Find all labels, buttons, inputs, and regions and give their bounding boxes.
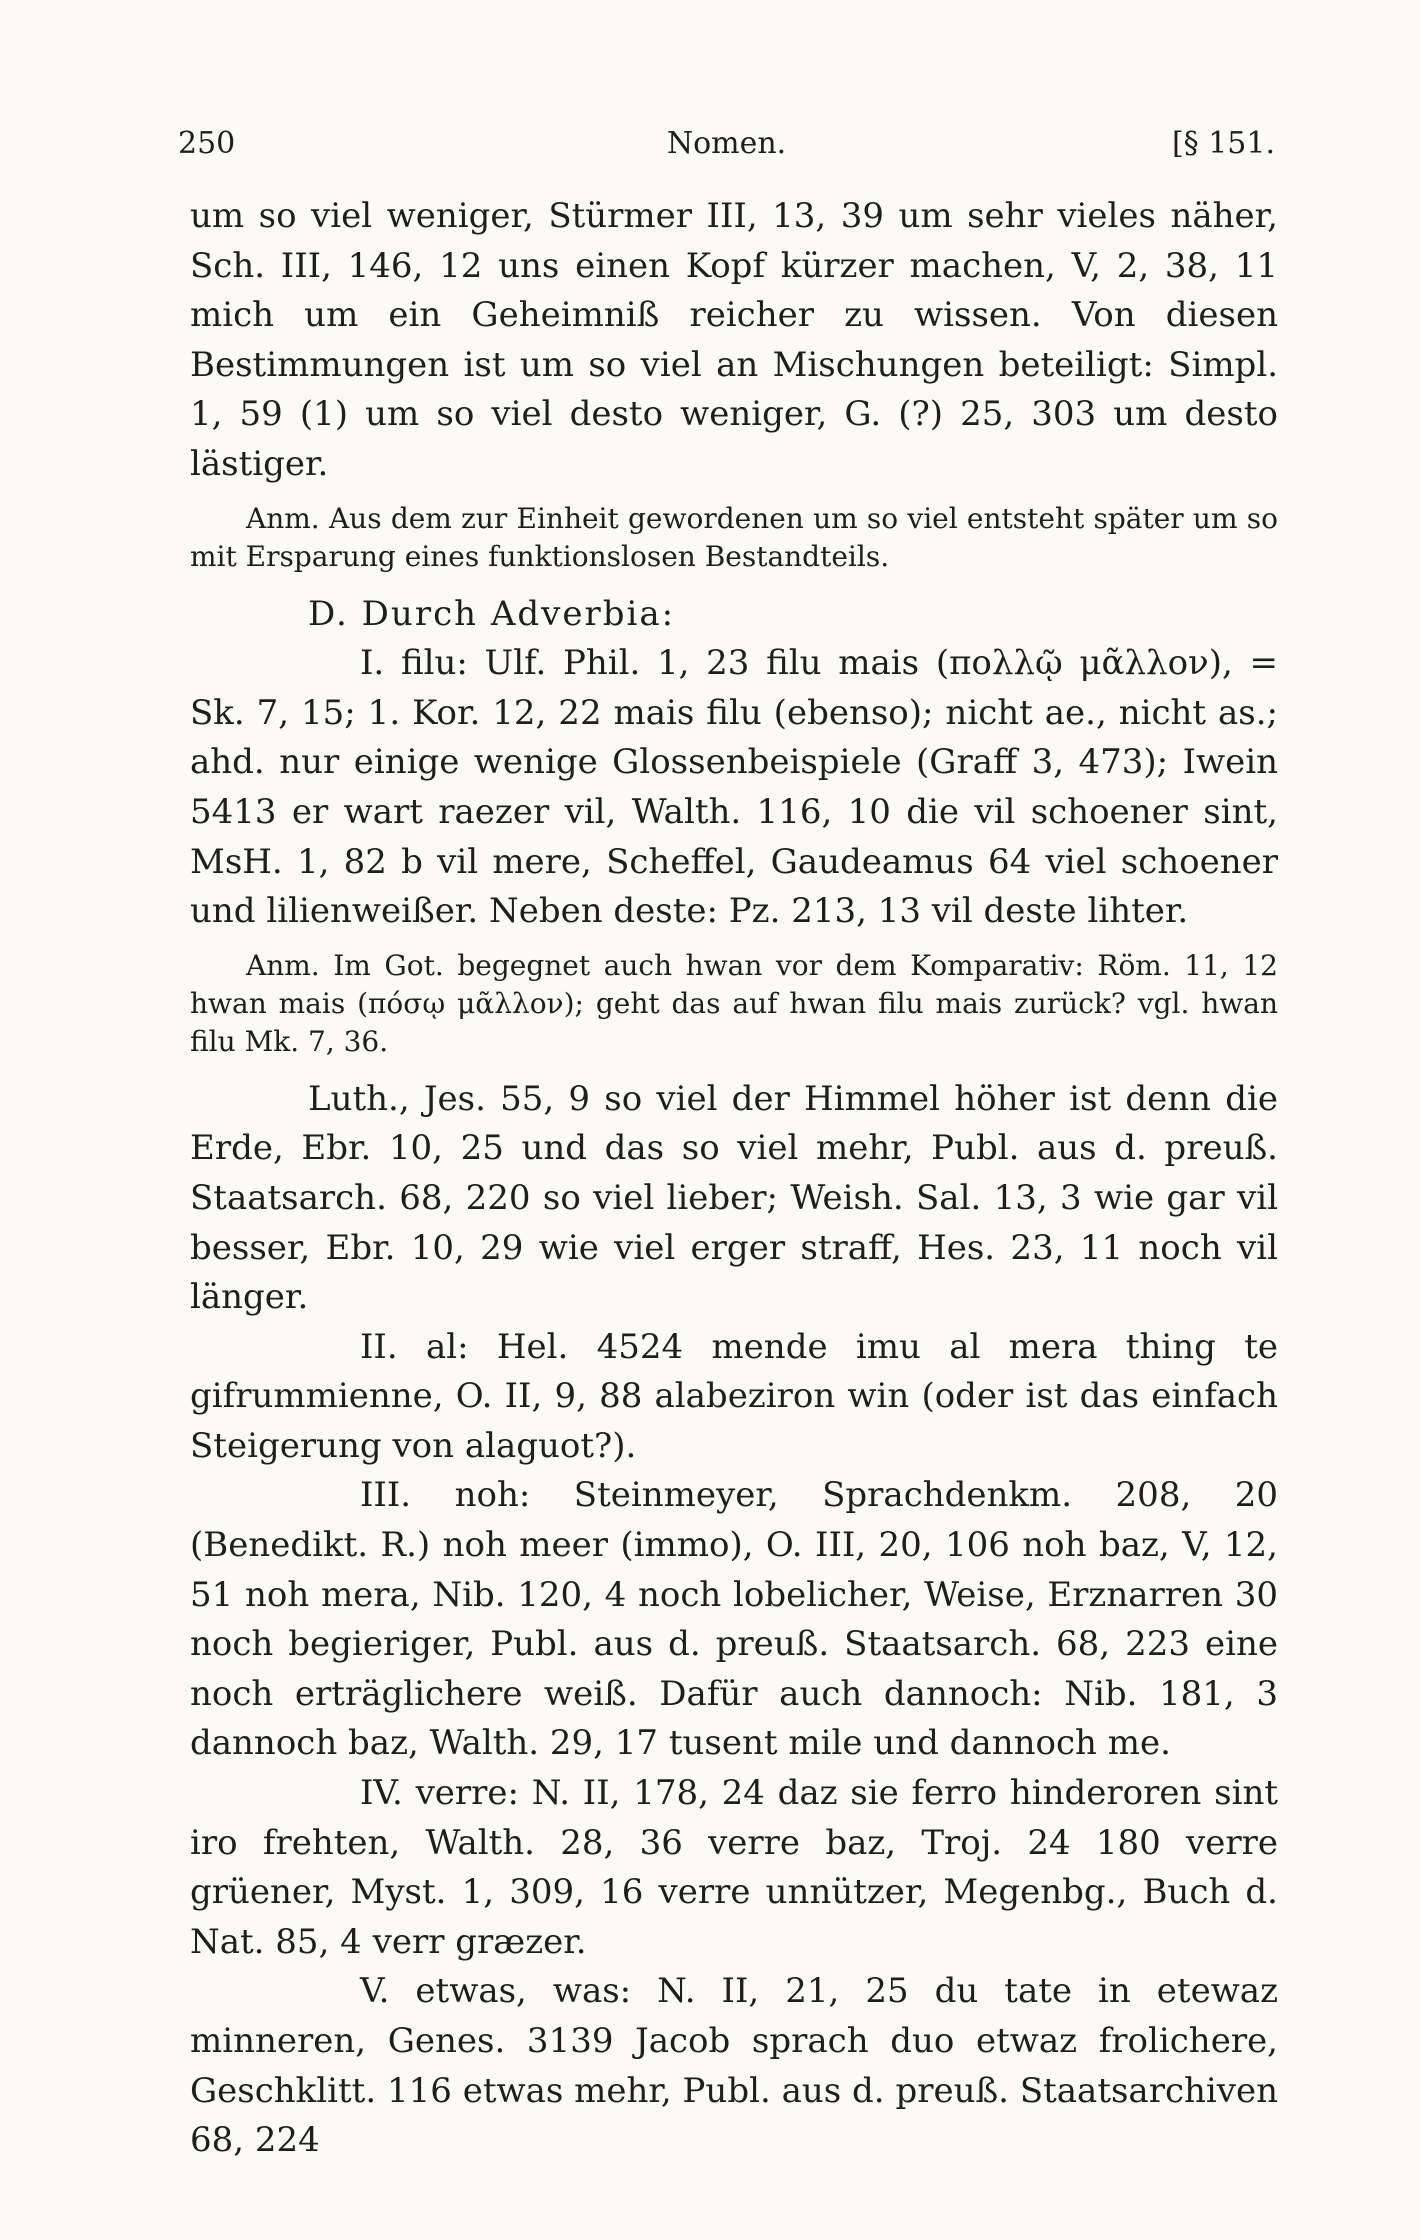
main-text (190, 192, 1278, 2166)
paragraph-etwas: V. etwas, was: N. II, 21, 25 du tate in etewaz minneren, Genes. 3139 Jacob sprach duo etwaz frolichere, Geschklitt. 116 etwas mehr, Publ. aus d. preuß. Staatsarchiven 68, 224 (190, 1971, 1278, 2161)
paragraph-luther: Luth., Jes. 55, 9 so viel der Himmel höher ist denn die Erde, Ebr. 10, 25 und das so viel mehr, Publ. aus d. preuß. Staatsarch. 68, 220 so viel lieber; Weish. Sal. 13, 3 wie gar vil besser, Ebr. 10, 29 wie viel erger straff, Hes. 23, 11 noch vil länger. (190, 1078, 1278, 1318)
page-number: 250 (178, 126, 236, 161)
paragraph-verre: IV. verre: N. II, 178, 24 daz sie ferro hinderoren sint iro frehten, Walth. 28, 36 verre baz, Troj. 24 180 verre grüener, Myst. 1, 309, 16 verre unnützer, Megenbg., Buch d. Nat. 85, 4 verr græzer. (190, 1773, 1278, 1962)
paragraph-um-so-viel: um so viel weniger, Stürmer III, 13, 39 um sehr vieles näher, Sch. III, 146, 12 uns einen Kopf kürzer machen, V, 2, 38, 11 mich um ein Geheimniß reicher zu wissen. Von diesen Bestimmungen ist um so viel an Mischungen beteiligt: Simpl. 1, 59 (1) um so viel desto weniger, G. (?) 25, 303 um desto lästiger. (190, 196, 1278, 484)
running-title: Nomen. (666, 126, 787, 161)
paragraph-al: II. al: Hel. 4524 mende imu al mera thing te gifrummienne, O. II, 9, 88 alabeziron win (oder ist das einfach Steigerung von alaguot?). (190, 1326, 1278, 1466)
note-um-so: Anm. Aus dem zur Einheit gewordenen um so viel entsteht später um so mit Ersparung eines funktionslosen Bestandteils. (190, 501, 1278, 573)
note-hwan: Anm. Im Got. begegnet auch hwan vor dem Komparativ: Röm. 11, 12 hwan mais (πόσῳ μᾶλλον); geht das auf hwan filu mais zurück? vgl. hwan filu Mk. 7, 36. (190, 948, 1278, 1058)
section-heading-d: D. Durch Adverbia: (308, 593, 676, 634)
page-header (178, 122, 1275, 172)
section-reference: [§ 151. (1171, 126, 1275, 161)
paragraph-noh: III. noh: Steinmeyer, Sprachdenkm. 208, 20 (Benedikt. R.) noh meer (immo), O. III, 20, 106 noh baz, V, 12, 51 noh mera, Nib. 120, 4 noch lobelicher, Weise, Erznarren 30 noch begieriger, Publ. aus d. preuß. Staatsarch. 68, 223 eine noch erträglichere weiß. Dafür auch dannoch: Nib. 181, 3 dannoch baz, Walth. 29, 17 tusent mile und dannoch me. (190, 1475, 1278, 1764)
paragraph-filu: I. filu: Ulf. Phil. 1, 23 filu mais (πολλῷ μᾶλλον), = Sk. 7, 15; 1. Kor. 12, 22 mais filu (ebenso); nicht ae., nicht as.; ahd. nur einige wenige Glossenbeispiele (Graff 3, 473); Iwein 5413 er wart raezer vil, Walth. 116, 10 die vil schoener sint, MsH. 1, 82 b vil mere, Scheffel, Gaudeamus 64 viel schoener und lilienweißer. Neben deste: Pz. 213, 13 vil deste lihter. (190, 643, 1278, 932)
